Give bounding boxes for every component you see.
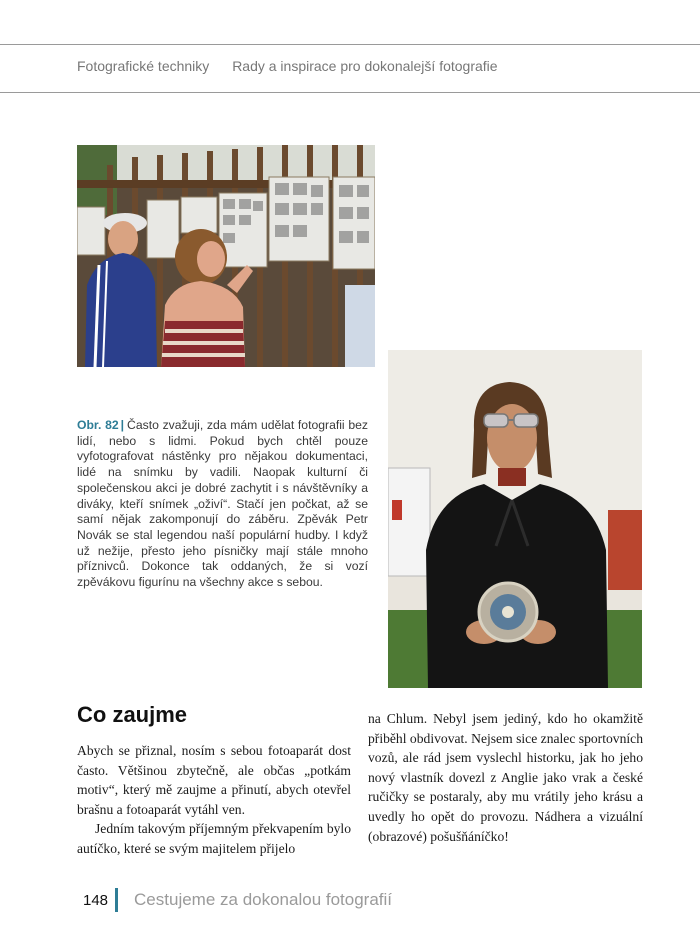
- figure-label: Obr. 82: [77, 418, 119, 432]
- section-heading: Co zaujme: [77, 702, 188, 727]
- footer-divider: [115, 888, 118, 912]
- figure-separator: |: [120, 418, 125, 432]
- header-section: Fotografické techniky: [77, 58, 210, 74]
- figure-caption-text: Často zvažuji, zda mám udělat fotografii bez lidí, nebo s lidmi. Pokud bych chtěl pouze vyfotografovat nástěnky pro nějakou dokumentaci, lidé na snímku by vadili. Naopak kulturní či společenskou akci je dobré zachytit i s návštěvníky a diváky, kteří snímek „oživí“. Stačí jen počkat, až se samí nějak zakomponují do záběru. Zpěvák Petr Novák se stal legendou naší populární hudby. I když už nežije, přesto jeho písničky mají stále mnoho příznivců. Dokonce tak oddaných, že si vozí zpěvákovu figurínu na všechny akce s sebou.: [77, 418, 368, 590]
- article-paragraph: Abych se přiznal, nosím s sebou fotoaparát dost často. Většinou zbytečně, ale občas „potkám motiv“, který mě zaujme a přinutí, abych otevřel brašnu a fotoaparát vytáhl ven.: [77, 743, 351, 817]
- running-header: [77, 58, 680, 74]
- book-title: Cestujeme za dokonalou fotografií: [134, 890, 393, 909]
- photo-singer-figurine: [388, 350, 642, 688]
- article-paragraph-continued: na Chlum. Nebyl jsem jediný, kdo ho okamžitě přiběhl obdivovat. Nejsem sice znalec sportovních vozů, ale rád jsem vyslechl historku, jak ho jeho nový vlastník dovezl z Anglie jako vrak a české ručičky se postaraly, aby mu vrátily jeho krásu a uvedly ho opět do provozu. Nádhera a vizuální (obrazové) pošušňáníčko!: [368, 711, 643, 844]
- figure-caption: [77, 418, 368, 591]
- header-subtitle: Rady a inspirace pro dokonalejší fotografie: [232, 58, 498, 74]
- header-rule-top: [0, 44, 700, 45]
- header-rule-bottom: [0, 92, 700, 93]
- article-column-left: [77, 741, 351, 859]
- article-paragraph: Jedním takovým příjemným překvapením bylo autíčko, které se svým majitelem přijelo: [77, 821, 351, 856]
- page-number: 148: [83, 891, 109, 909]
- article-column-right: [368, 709, 643, 846]
- page-footer: [83, 888, 392, 912]
- photo-exhibition-fence: [77, 145, 375, 367]
